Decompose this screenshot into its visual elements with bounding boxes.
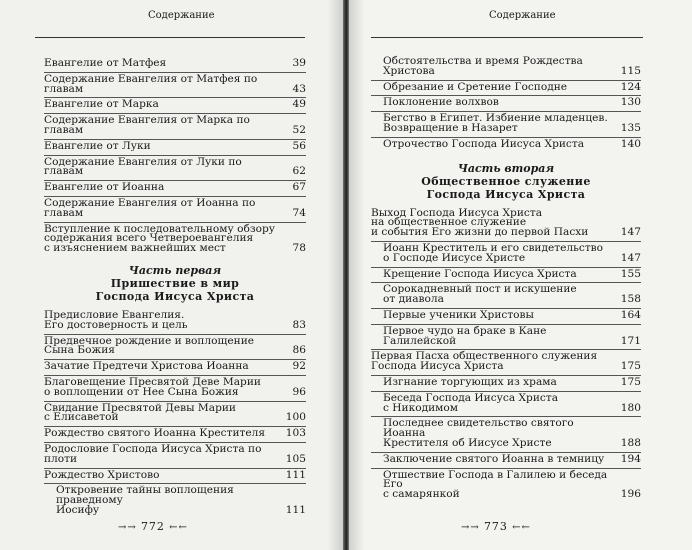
left-page-shadow (327, 0, 343, 550)
toc-entry[interactable] (44, 442, 306, 465)
part-one-title-line2: Господа Иисуса Христа (95, 289, 255, 303)
toc-entry[interactable] (371, 57, 641, 77)
toc-entry[interactable] (371, 98, 641, 108)
toc-entry-title: Вступление к последовательному обзору содержания всего Четвероевангелия с изъяснением важнейших мест (44, 222, 276, 255)
left-toc (44, 59, 306, 516)
toc-entry-title: Беседа Господа Иисуса Христа с Никодимом (383, 391, 559, 414)
toc-entry-page: 175 (620, 360, 641, 373)
toc-entry-page: 147 (620, 251, 641, 264)
toc-entry-page: 171 (620, 334, 641, 347)
toc-entry[interactable] (371, 352, 641, 372)
toc-entry-page: 111 (285, 503, 306, 516)
toc-entry[interactable] (371, 241, 641, 264)
toc-entry-title: Отшествие Господа в Галилею и беседа Его с самарянкой (383, 468, 608, 501)
toc-entry-page: 92 (292, 360, 306, 373)
toc-entry-title: Содержание Евангелия от Марка по главам (44, 114, 250, 136)
toc-entry-title: Последнее свидетельство святого Иоанна Крестителя об Иисусе Христе (383, 417, 574, 449)
toc-entry-title: Выход Господа Иисуса Христа на общественное служение и события Его жизни до первой Пасхи (371, 206, 589, 239)
left-toc-top-list (44, 59, 306, 254)
toc-entry[interactable] (44, 100, 306, 110)
toc-entry-page: 155 (620, 267, 641, 280)
toc-entry-page: 100 (285, 411, 306, 424)
toc-entry-title: Отрочество Господа Иисуса Христа (383, 137, 585, 150)
toc-entry[interactable] (44, 183, 306, 193)
part-one-heading (44, 264, 306, 303)
toc-entry-title: Бегство в Египет. Избиение младенцев. Возвращение в Назарет (383, 112, 608, 134)
left-header-rule (35, 37, 305, 38)
toc-entry-page: 140 (620, 137, 641, 150)
toc-entry-page: 74 (292, 206, 306, 219)
toc-entry[interactable] (44, 116, 306, 136)
toc-entry-title: Содержание Евангелия от Матфея по главам (44, 72, 258, 95)
toc-entry[interactable] (371, 267, 641, 280)
right-toc-top-list (371, 57, 641, 150)
toc-entry-title: Обстоятельства и время Рождества Христова (383, 55, 583, 77)
toc-entry[interactable] (371, 324, 641, 347)
toc-entry[interactable] (371, 452, 641, 465)
toc-entry-page: 39 (292, 57, 306, 69)
toc-entry-title: Обрезание и Сретение Господне (383, 80, 568, 93)
left-page-number (118, 520, 188, 533)
toc-entry-title: Евангелие от Иоанна (44, 181, 165, 194)
toc-entry-page: 56 (292, 139, 306, 152)
toc-entry-title: Иоанн Креститель и его свидетельство о Господе Иисусе Христе (383, 241, 604, 264)
toc-entry-title: Первое чудо на браке в Кане Галилейской (383, 324, 547, 347)
toc-entry[interactable] (371, 206, 641, 239)
toc-entry-page: 115 (620, 64, 641, 77)
right-page-number (461, 520, 531, 533)
right-toc (371, 57, 641, 500)
toc-entry[interactable] (371, 80, 641, 93)
toc-entry-page: 124 (620, 80, 641, 93)
toc-entry-page: 43 (292, 82, 306, 95)
part-one-label: Часть первая (128, 263, 222, 277)
toc-entry-title: Заключение святого Иоанна в темницу (383, 452, 605, 465)
toc-entry[interactable] (44, 429, 306, 439)
toc-entry-page: 62 (292, 165, 306, 178)
toc-entry-page: 67 (292, 181, 306, 194)
toc-entry-page: 103 (285, 427, 306, 440)
toc-entry[interactable] (44, 375, 306, 398)
toc-entry-page: 147 (620, 226, 641, 239)
toc-entry-page: 49 (292, 98, 306, 111)
folio-ornament-icon: →→ (461, 522, 484, 533)
toc-entry-page: 180 (620, 401, 641, 414)
toc-entry-page: 175 (620, 375, 641, 388)
toc-entry-title: Зачатие Предтечи Христова Иоанна (44, 360, 249, 373)
toc-entry-title: Евангелие от Матфея (44, 57, 167, 69)
right-page (349, 0, 692, 550)
toc-entry-title: Рождество святого Иоанна Крестителя (44, 427, 266, 440)
toc-entry-title: Первая Пасха общественного служения Господа Иисуса Христа (371, 350, 598, 373)
folio-ornament-icon: →→ (118, 522, 141, 533)
folio-ornament-icon: ←← (164, 522, 188, 533)
toc-entry[interactable] (44, 334, 306, 357)
left-toc-bottom-list (44, 308, 306, 516)
toc-entry[interactable] (44, 401, 306, 424)
toc-entry-title: Родословие Господа Иисуса Христа по плоти (44, 442, 262, 465)
toc-entry[interactable] (44, 72, 306, 95)
toc-entry-title: Предисловие Евангелия. Его достоверность и цель (44, 308, 188, 331)
toc-entry-page: 194 (620, 452, 641, 465)
right-page-shadow (349, 0, 365, 550)
right-running-header: Содержание (489, 10, 556, 21)
toc-entry-title: Свидание Пресвятой Девы Марии с Елисаветой (44, 401, 236, 424)
toc-entry-title: Изгнание торгующих из храма (383, 375, 557, 388)
toc-entry[interactable] (371, 468, 641, 501)
toc-entry[interactable] (371, 375, 641, 388)
toc-entry-page: 83 (292, 318, 306, 331)
part-two-heading (371, 162, 641, 201)
toc-entry-title: Содержание Евангелия от Иоанна по главам (44, 196, 256, 219)
toc-entry-page: 86 (292, 344, 306, 357)
toc-entry[interactable] (44, 308, 306, 331)
toc-entry-page: 188 (620, 436, 641, 449)
toc-entry-title: Благовещение Пресвятой Деве Марии о воплощении от Нее Сына Божия (44, 375, 261, 398)
toc-entry[interactable] (44, 222, 306, 255)
part-two-title-line1: Общественное служение (421, 174, 591, 188)
toc-entry[interactable] (44, 196, 306, 219)
toc-entry-title: Евангелие от Луки (44, 139, 151, 152)
toc-entry[interactable] (371, 308, 641, 321)
toc-entry[interactable] (371, 285, 641, 305)
toc-entry-page: 196 (620, 488, 641, 501)
toc-entry[interactable] (371, 137, 641, 150)
right-folio-value: 773 (483, 520, 508, 533)
toc-entry[interactable] (44, 155, 306, 178)
toc-entry[interactable] (44, 362, 306, 372)
part-one-title-line1: Пришествие в мир (110, 276, 240, 290)
toc-entry[interactable] (44, 139, 306, 152)
left-running-header: Содержание (148, 10, 215, 21)
folio-ornament-icon: ←← (507, 522, 531, 533)
toc-entry[interactable] (371, 114, 641, 134)
toc-entry-page: 158 (620, 293, 641, 306)
toc-entry-page: 111 (285, 468, 306, 481)
toc-entry[interactable] (44, 468, 306, 481)
toc-entry[interactable] (44, 486, 306, 515)
toc-entry-page: 105 (285, 452, 306, 465)
toc-entry-page: 135 (620, 121, 641, 134)
left-page (0, 0, 343, 550)
toc-entry[interactable] (44, 59, 306, 69)
toc-entry[interactable] (371, 391, 641, 414)
part-two-label: Часть вторая (457, 161, 555, 175)
left-folio-value: 772 (140, 520, 165, 533)
toc-entry-page: 130 (620, 96, 641, 109)
toc-entry-title: Рождество Христово (44, 468, 160, 481)
toc-entry-page: 78 (292, 242, 306, 255)
toc-entry-title: Содержание Евангелия от Луки по главам (44, 155, 242, 178)
toc-entry-page: 164 (620, 308, 641, 321)
toc-entry-page: 52 (292, 123, 306, 136)
toc-entry-title: Сорокадневный пост и искушение от диавола (383, 283, 577, 306)
toc-entry[interactable] (371, 419, 641, 448)
right-header-rule (371, 37, 643, 38)
toc-entry-title: Евангелие от Марка (44, 98, 159, 111)
toc-entry-title: Крещение Господа Иисуса Христа (383, 267, 577, 280)
toc-entry-title: Поклонение волхвов (383, 96, 499, 109)
toc-entry-page: 96 (292, 385, 306, 398)
toc-entry-title: Откровение тайны воплощения праведному Иосифу (56, 484, 234, 516)
toc-entry-title: Первые ученики Христовы (383, 308, 534, 321)
part-two-title-line2: Господа Иисуса Христа (426, 187, 586, 201)
right-toc-main-list (371, 206, 641, 501)
toc-entry-title: Предвечное рождение и воплощение Сына Божия (44, 334, 255, 357)
